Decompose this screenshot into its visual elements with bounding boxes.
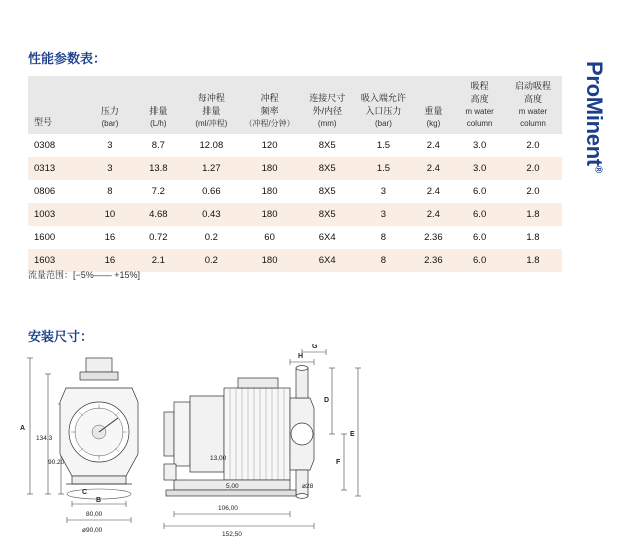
dim-label: A	[20, 425, 26, 432]
table-row	[28, 134, 562, 157]
table-cell: 8	[355, 249, 411, 272]
table-cell: 16	[104, 232, 116, 244]
table-header-cell: 启动吸程 高度 m water column	[504, 76, 562, 134]
table-cell: 2.4	[411, 157, 455, 180]
side-view-drawing	[164, 349, 361, 529]
dim-label: 80,00	[86, 511, 103, 518]
table-header-cell: 吸程 高度 m water column	[455, 76, 504, 134]
table-cell: 1.8	[504, 203, 562, 226]
table-cell: 2.0	[504, 157, 562, 180]
dim-label: 5,00	[226, 483, 239, 490]
brand-name: ProMinent®	[582, 61, 607, 173]
dim-label: E	[350, 431, 355, 438]
table-cell: 12.08	[199, 140, 224, 152]
dim-label: D	[324, 397, 330, 404]
table-cell: 2.0	[526, 186, 540, 198]
dim-label: 134.3	[36, 435, 53, 442]
table-cell: 3.0	[455, 157, 504, 180]
table-cell: 0.2	[204, 232, 218, 244]
dim-label: 90.20	[48, 459, 65, 466]
table-header-cell: 吸入端允许 入口压力 (bar)	[355, 76, 411, 134]
table-cell: 1600	[34, 232, 56, 244]
table-cell: 180	[240, 249, 299, 272]
table-cell: 6X4	[299, 249, 355, 272]
table-cell: 0308	[34, 140, 56, 152]
table-cell: 0.66	[202, 186, 221, 198]
technical-drawing-svg	[14, 344, 574, 544]
table-cell: 1.27	[183, 157, 241, 180]
table-header-cell: 压力 (bar)	[86, 76, 134, 134]
dim-label: B	[96, 497, 102, 504]
table-header-cell: 连接尺寸 外/内径 (mm)	[299, 76, 355, 134]
table-header-cell: 冲程 频率 （冲程/分钟）	[240, 76, 299, 134]
table-cell: 1603	[28, 249, 86, 272]
dim-label: G	[312, 344, 318, 350]
table-cell: 180	[240, 203, 299, 226]
table-row	[28, 180, 562, 203]
table-cell: 2.4	[411, 203, 455, 226]
table-cell: 8X5	[299, 203, 355, 226]
dim-label: 106,00	[218, 505, 238, 512]
table-cell: 8.7	[151, 140, 165, 152]
table-cell: 180	[240, 157, 299, 180]
table-cell: 8X5	[318, 186, 336, 198]
table-header	[28, 76, 562, 134]
table-row	[28, 157, 562, 180]
table-cell: 3.0	[473, 140, 487, 152]
table-cell: 1.8	[504, 249, 562, 272]
performance-table-wrapper	[28, 76, 562, 272]
table-header-cell: 每冲程 排量 (ml/冲程)	[183, 76, 241, 134]
dim-label: H	[298, 353, 304, 360]
performance-table	[28, 76, 562, 272]
table-cell: 6.0	[455, 249, 504, 272]
table-cell: 0.2	[183, 249, 241, 272]
table-footnote: 流量范围：[−5%—— +15%]	[28, 270, 141, 280]
table-cell: 0806	[34, 186, 56, 198]
table-cell: 0.72	[149, 232, 168, 244]
table-cell: 2.0	[526, 140, 540, 152]
registered-mark: ®	[592, 165, 604, 173]
table-cell: 10	[86, 203, 134, 226]
table-cell: 8X5	[299, 157, 355, 180]
table-cell: 6.0	[455, 203, 504, 226]
table-cell: 16	[86, 249, 134, 272]
table-cell: 3	[107, 140, 113, 152]
table-row	[28, 226, 562, 249]
table-header-cell: 型号	[28, 76, 86, 134]
brand-logo	[574, 8, 614, 208]
table-row	[28, 203, 562, 226]
table-header-row	[28, 76, 562, 134]
dim-label: ø28	[302, 483, 314, 490]
table-cell: 1.5	[355, 157, 411, 180]
table-cell: 8	[107, 186, 113, 198]
table-cell: 3	[355, 203, 411, 226]
dim-label: 13,00	[210, 455, 227, 462]
table-cell: 0313	[28, 157, 86, 180]
table-body	[28, 134, 562, 272]
table-cell: 2.1	[134, 249, 183, 272]
table-cell: 120	[261, 140, 278, 152]
table-cell: 1003	[28, 203, 86, 226]
table-cell: 1.8	[526, 232, 540, 244]
dimension-drawings	[14, 344, 574, 544]
dim-label: F	[336, 459, 341, 466]
table-cell: 8	[380, 232, 387, 244]
table-cell: 6X4	[318, 232, 336, 244]
table-cell: 2.4	[426, 140, 440, 152]
table-cell: 8X5	[318, 140, 336, 152]
table-cell: 60	[264, 232, 275, 244]
performance-section-title: 性能参数表：	[28, 51, 107, 66]
dimensions-section-title: 安装尺寸：	[28, 329, 94, 344]
dim-label: 152,50	[222, 531, 242, 538]
table-cell: 13.8	[134, 157, 183, 180]
table-cell: 3	[380, 186, 387, 198]
table-cell: 6.0	[473, 186, 487, 198]
dim-label: ø90,00	[82, 527, 103, 534]
table-cell: 2.36	[411, 249, 455, 272]
dim-label: C	[82, 489, 88, 496]
table-header-cell: 排量 (L/h)	[134, 76, 183, 134]
table-header-cell: 重量 (kg)	[411, 76, 455, 134]
table-cell: 6.0	[473, 232, 487, 244]
table-cell: 0.43	[183, 203, 241, 226]
table-cell: 180	[261, 186, 278, 198]
table-cell: 1.5	[376, 140, 391, 152]
table-cell: 3	[86, 157, 134, 180]
table-cell: 4.68	[134, 203, 183, 226]
table-cell: 7.2	[151, 186, 165, 198]
table-cell: 2.36	[424, 232, 443, 244]
table-cell: 2.4	[426, 186, 440, 198]
